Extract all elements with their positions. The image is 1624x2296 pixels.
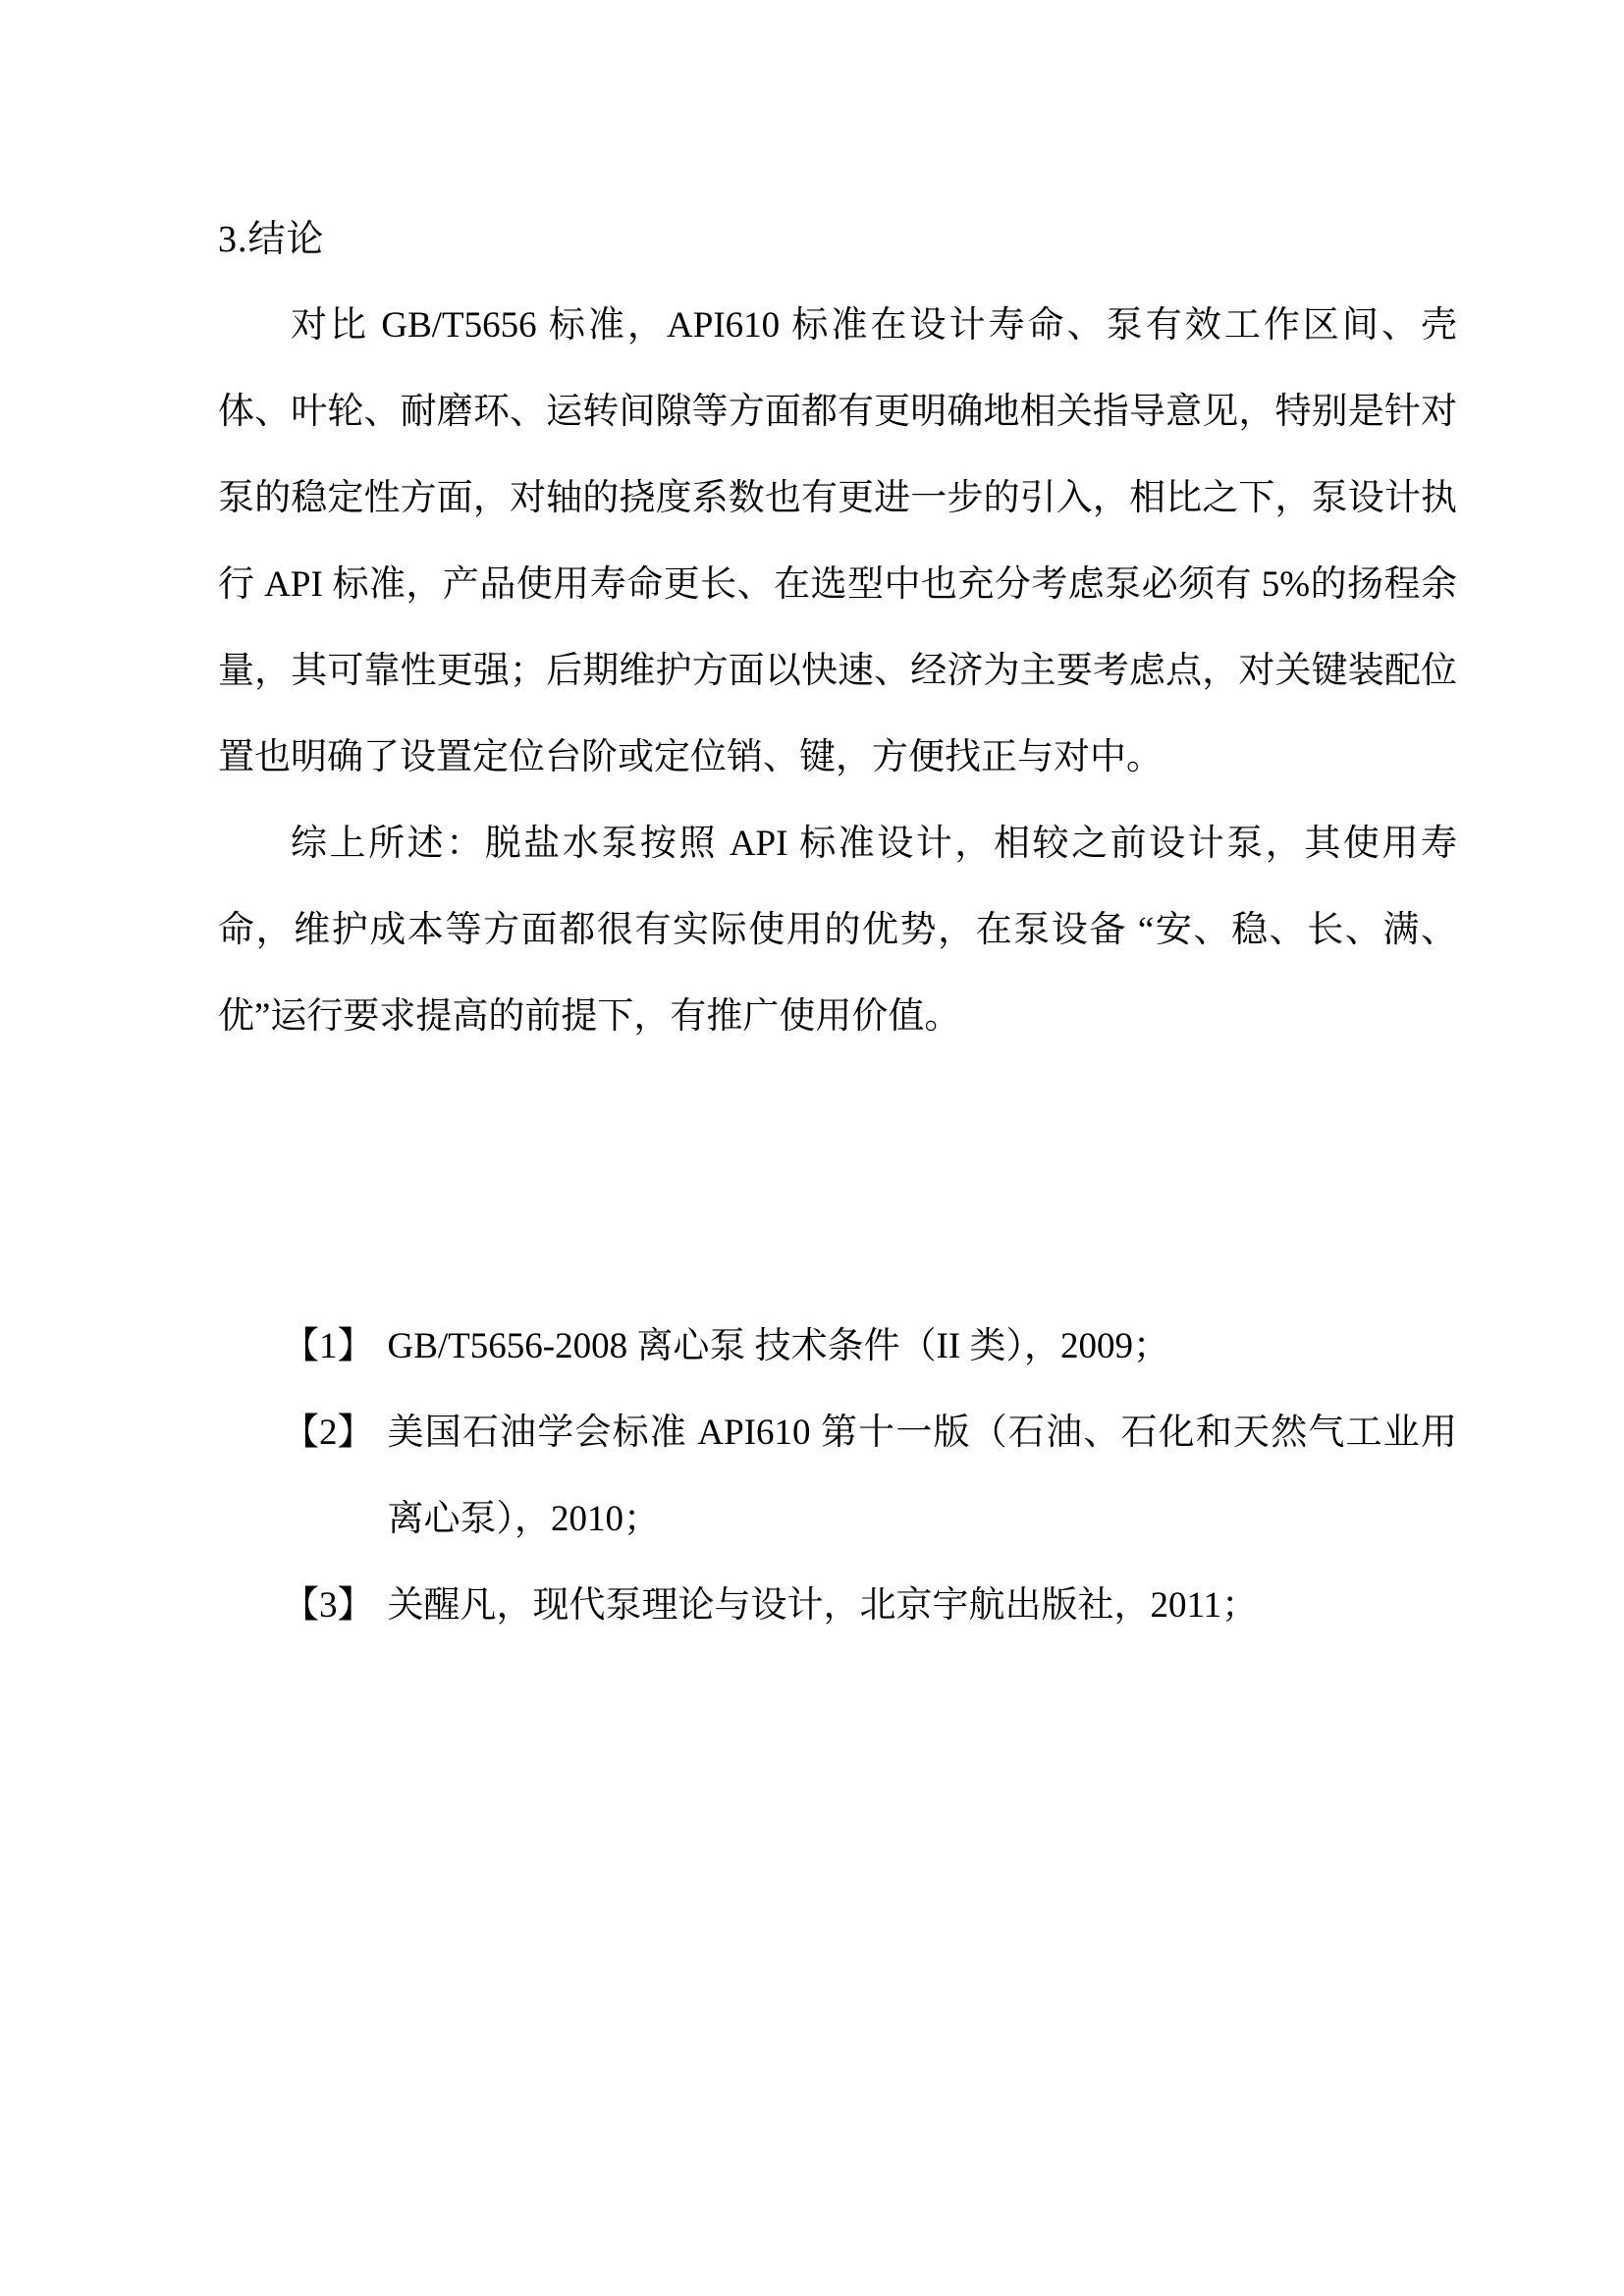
reference-list bbox=[218, 1304, 1457, 1649]
paragraph-conclusion-summary: 综上所述：脱盐水泵按照 API 标准设计，相较之前设计泵，其使用寿命，维护成本等方面都很有实际使用的优势，在泵设备 “安、稳、长、满、优”运行要求提高的前提下，有推广使用价值。 bbox=[218, 824, 1457, 1037]
reference-label: 【1】 bbox=[283, 1326, 374, 1366]
section-heading: 3.结论 bbox=[218, 219, 325, 260]
reference-item-1 bbox=[283, 1304, 1457, 1390]
paragraph-conclusion-comparison: 对比 GB/T5656 标准，API610 标准在设计寿命、泵有效工作区间、壳体、叶轮、耐磨环、运转间隙等方面都有更明确地相关指导意见，特别是针对泵的稳定性方面，对轴的挠度系数也有更进一步的引入，相比之下，泵设计执行 API 标准，产品使用寿命更长、在选型中也充分考虑泵必须有 5%的扬程余量，其可靠性更强；后期维护方面以快速、经济为主要考虑点，对关键装配位置也明确了设置定位台阶或定位销、键，方便找正与对中。 bbox=[218, 305, 1457, 777]
reference-label: 【3】 bbox=[283, 1585, 374, 1626]
reference-text: 关醒凡，现代泵理论与设计，北京宇航出版社，2011； bbox=[387, 1585, 1259, 1626]
reference-label: 【2】 bbox=[283, 1413, 374, 1453]
reference-item-3 bbox=[283, 1563, 1457, 1649]
reference-text: 美国石油学会标准 API610 第十一版（石油、石化和天然气工业用离心泵），2010； bbox=[387, 1413, 1457, 1539]
reference-text: GB/T5656-2008 离心泵 技术条件（II 类），2009； bbox=[387, 1326, 1169, 1366]
reference-item-2 bbox=[283, 1390, 1457, 1563]
section-gap bbox=[218, 1060, 1457, 1304]
